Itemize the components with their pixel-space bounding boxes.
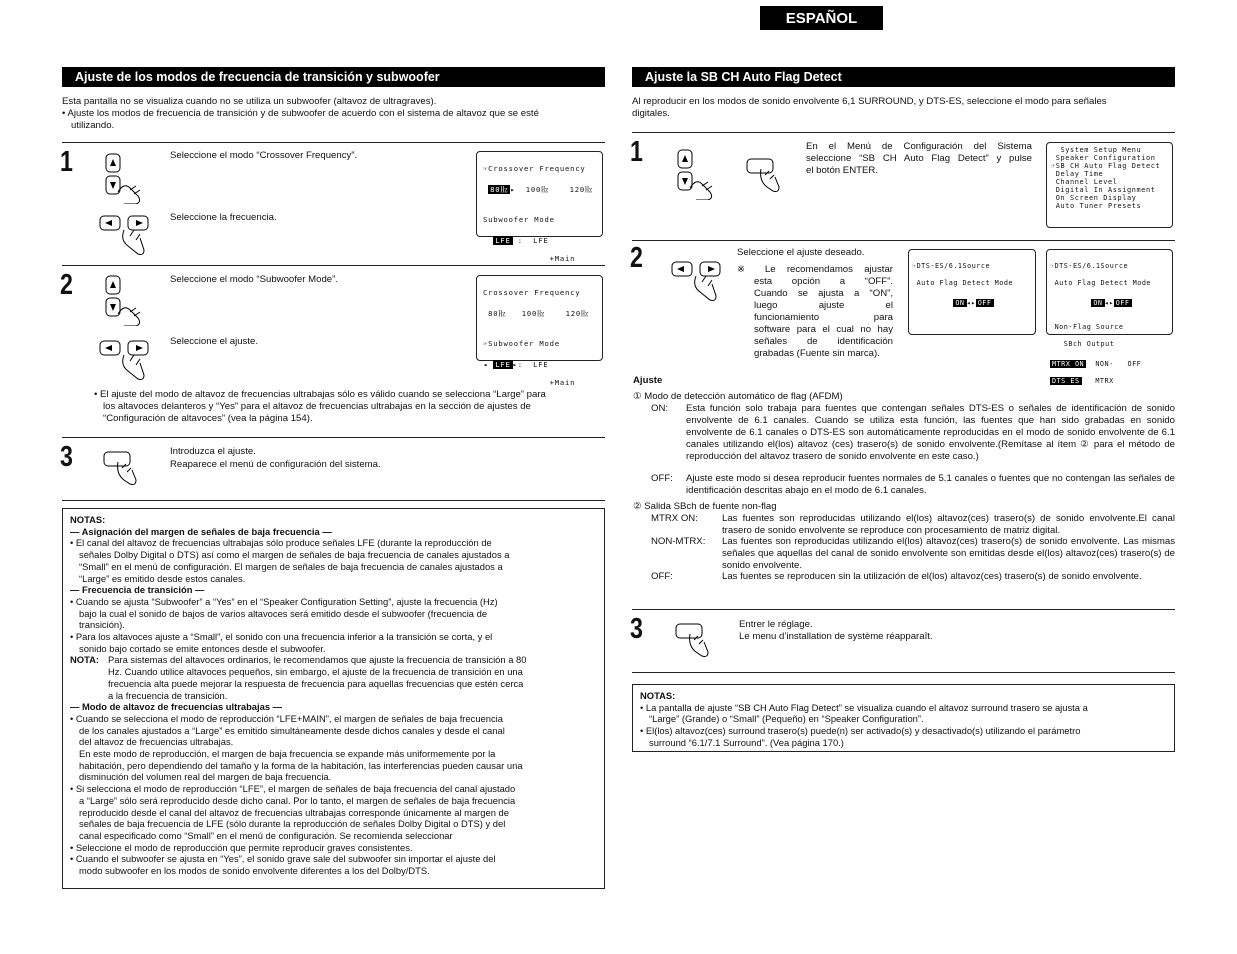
left-right-cursor-icon [98, 212, 156, 258]
ajuste-text: Las fuentes son reproducidas utilizando el(los) altavoz(ces) trasero(s) de sonido envolvente. Las mismas señales que aquellas del canal de sonido envolvente son emitidas desde el(los) altavoz(ces) trasero(s) de sonido envolvente. [722, 536, 1175, 571]
lcd-opt: : LFE [517, 360, 549, 369]
lcd-line: Subwoofer Mode [483, 215, 555, 224]
step-number: 2 [60, 269, 73, 301]
right-step3-instruction-1: Entrer le réglage. [739, 619, 813, 630]
text-line: Para sistemas del altavoces ordinarios, le recomendamos que ajuste la frecuencia de transición a 80 [108, 654, 527, 666]
lcd-line: SBch Output [1050, 339, 1115, 348]
nota-label: NOTA: [70, 654, 99, 666]
text-line: reproducido desde el canal del altavoz de frecuencias ultrabajas corresponde únicamente al margen de [79, 806, 509, 818]
text-line: señales de baja frecuencia de LFE (sólo durante la reproducción de señales Dolby Digital o DTS) y del [79, 818, 506, 830]
divider [632, 672, 1175, 673]
lcd-auto-flag-screen-2: ☞DTS-ES/6.1Source Auto Flag Detect Mode ON ◂▸ OFF Non-Flag Source SBch Output MTRX ON NON- OFF DTS ES MTRX [1046, 249, 1173, 335]
note-line: los altavoces delanteros y “Yes” para el altavoz de frecuencias ultrabajas en la sección de ajustes de [103, 401, 531, 412]
lcd-off: OFF [1115, 298, 1130, 307]
left-intro-line2: • Ajuste los modos de frecuencia de transición y de subwoofer de acuerdo con el sistema de altavoz que se esté [62, 108, 539, 119]
ajuste-mtrx-on [651, 513, 1175, 537]
text-line: “Large” (Grande) o “Small” (Pequeño) en “Speaker Configuration”. [649, 713, 924, 725]
text-line: ☞SB CH Auto Flag Detect [1051, 162, 1161, 170]
step-number: 1 [630, 136, 643, 168]
text-line: ※ Le recomendamos ajustar [737, 264, 893, 275]
text-line: bajo la cual el sonido de bajos de varios altavoces será emitido desde el subwoofer (frecuencia de [79, 607, 488, 619]
text-line: • Para los altavoces ajuste a “Small”, el sonido con una frecuencia inferior a la transición se corta, y el [70, 631, 493, 643]
lcd-line: ☞Subwoofer Mode [483, 339, 560, 348]
enter-button-icon [102, 448, 142, 488]
right-step2-instruction: Seleccione el ajuste deseado. [737, 247, 865, 258]
up-down-cursor-icon [100, 152, 150, 204]
text-line: “Large” es emitido desde estos canales. [79, 572, 246, 584]
text-line: surround “6.1/7.1 Surround”. (Vea página 170.) [649, 736, 844, 748]
note-line: “Configuración de altavoces” (vea la página 154). [103, 413, 313, 424]
ajuste-label: OFF: [651, 473, 673, 484]
step3-instruction-2: Reaparece el menú de configuración del sistema. [170, 459, 381, 470]
language-tab: ESPAÑOL [760, 6, 883, 30]
text-line: luego ajuste el [754, 300, 893, 311]
lcd-line: ☞DTS-ES/6.1Source [1050, 261, 1129, 270]
text-line: Auto Tuner Presets [1051, 202, 1142, 210]
step2-note [94, 389, 604, 425]
divider [62, 437, 605, 438]
lcd-line: Auto Flag Detect Mode [1050, 278, 1152, 287]
text-line: • Cuando se ajusta “Subwoofer” a “Yes” en el “Speaker Configuration Setting”, ajuste la frecuencia (Hz) [70, 595, 498, 607]
enter-button-icon [674, 620, 714, 660]
left-right-cursor-icon [98, 337, 156, 383]
step-number: 1 [60, 146, 73, 178]
lcd-auto-flag-screen-1: ☞DTS-ES/6.1Source Auto Flag Detect Mode ON ◂▸ OFF [908, 249, 1036, 335]
text-line: habitación, pero dependiendo del tamaño y la forma de la habitación, las interferencias pueden causar una [79, 759, 523, 771]
lcd-freq: 100㎐ [521, 309, 546, 318]
ajuste-title: Ajuste [633, 375, 663, 386]
section-title-sbch: Ajuste la SB CH Auto Flag Detect [632, 67, 1175, 87]
lcd-line: NON- OFF [1095, 359, 1142, 368]
right-intro [632, 96, 1177, 120]
lcd-system-setup-menu [1046, 142, 1173, 228]
text-line: En el Menú de Configuración del Sistema [806, 141, 1032, 152]
lcd-opt: : LFE [517, 236, 549, 245]
divider [632, 240, 1175, 241]
step2-instruction-2: Seleccione el ajuste. [170, 336, 258, 347]
lcd-off: OFF [977, 298, 992, 307]
divider [62, 142, 605, 143]
lcd-crossover-screen-1: ☞Crossover Frequency 80㎐ ▸ 100㎐ 120㎐ Subwoofer Mode LFE : LFE +Main [476, 151, 603, 237]
ajuste-text: Esta función solo trabaja para fuentes que contengan señales DTS-ES o señales de identificación de sonido envolvente de 6.1 canales. Cuando se utiliza esta función, las fuentes que han sido grabadas en sonido envolvente de 6.1 canales o DTS-ES son automáticamente reproducidas en el modo de sonido envolvente de 6.1 canales utilizando el(los) altavoz (ces) trasero(s) de sonido envolvente.(Remítase al ítem ② para el método de reproducción del altavoz trasero de sonido envolvente en este caso.) [686, 403, 1175, 462]
nota-text [108, 654, 526, 701]
lcd-line: Non-Flag Source [1054, 322, 1124, 331]
lcd-line: MTRX [1095, 376, 1114, 385]
ajuste-text: Ajuste este modo si desea reproducir fuentes normales de 5.1 canales o fuentes que no contengan las señales de identificación descritas abajo en el modo de 6.1 canales. [686, 473, 1175, 496]
notes-paragraph [70, 713, 597, 877]
lcd-on: ON [1093, 298, 1103, 307]
text-line: señales Dolby Digital o DTS) así como el margen de señales de baja frecuencia de canales ajustados a [79, 549, 510, 561]
text-line: transición). [79, 619, 125, 631]
step1-instruction-1: Seleccione el modo “Crossover Frequency”. [170, 150, 358, 161]
ajuste-label: NON-MTRX: [651, 536, 706, 547]
text-line: Cuando se ajusta a “ON”, [754, 288, 893, 299]
step2-instruction-1: Seleccione el modo “Subwoofer Mode”. [170, 274, 338, 285]
lcd-selected-freq: 80㎐ [490, 185, 509, 194]
text-line: Delay Time [1051, 170, 1104, 178]
ajuste-on [651, 403, 1175, 463]
notes-paragraph [640, 702, 1167, 749]
nota-block [70, 654, 597, 701]
divider [632, 609, 1175, 610]
notes-title: NOTAS: [640, 690, 676, 701]
notes-heading: — Asignación del margen de señales de baja frecuencia — [70, 525, 332, 537]
lcd-line: ☞DTS-ES/6.1Source [912, 261, 991, 270]
step-number: 2 [630, 242, 643, 274]
ajuste-label: OFF: [651, 571, 673, 582]
lcd-line: Crossover Frequency [483, 288, 581, 297]
ajuste-text: Las fuentes se reproducen sin la utilización de el(los) altavoz(ces) trasero(s) de sonido envolvente. [722, 571, 1142, 582]
text-line: sonido bajo cortado se emite entonces desde el subwoofer. [79, 642, 326, 654]
right-step2-recommend [737, 264, 893, 360]
text-line: Channel Level [1051, 178, 1118, 186]
up-down-cursor-icon [672, 148, 722, 200]
ajuste-item2: ② Salida SBch de fuente non-flag [633, 501, 777, 512]
text-line: del altavoz de frecuencias ultrabajas. [79, 736, 234, 748]
lcd-mtrx-on: MTRX ON [1052, 359, 1085, 368]
text-line: esta opción a “OFF”. [754, 276, 893, 287]
notes-paragraph [70, 596, 597, 655]
lcd-freq: 100㎐ [525, 185, 550, 194]
text-line: • Cuando el subwoofer se ajusta en “Yes”, el sonido grave sale del subwoofer sin importar el ajuste del [70, 853, 496, 865]
ajuste-text: Las fuentes son reproducidas utilizando el(los) altavoz(ces) trasero(s) de sonido envolvente.El canal trasero de sonido envolvente se reproduce con procesamiento de matriz digital. [722, 513, 1175, 536]
text-line: System Setup Menu [1051, 146, 1142, 154]
step-number: 3 [630, 613, 643, 645]
text-line: disminución del volumen real del margen de baja frecuencia. [79, 771, 332, 783]
step-number: 3 [60, 441, 73, 473]
divider [62, 265, 605, 266]
ajuste-label: MTRX ON: [651, 513, 698, 524]
section-title-crossover: Ajuste de los modos de frecuencia de transición y subwoofer [62, 67, 605, 87]
ajuste-off2 [651, 571, 1175, 583]
ajuste-non-mtrx [651, 536, 1175, 572]
text-line: • La pantalla de ajuste “SB CH Auto Flag Detect” se visualiza cuando el altavoz surround trasero se ajusta a [640, 701, 1088, 713]
text-line: canal especificado como “Small” en el menú de configuración. Se recomienda seleccionar [79, 829, 453, 841]
right-step1-text [806, 141, 1032, 177]
note-line: • El ajuste del modo de altavoz de frecuencias ultrabajas sólo es válido cuando se selecciona “Large” para [94, 389, 546, 400]
text-line: En este modo de reproducción, el margen de baja frecuencia se expande más uniformemente por la [79, 748, 496, 760]
left-intro-line1: Esta pantalla no se visualiza cuando no se utiliza un subwoofer (altavoz de ultragraves). [62, 96, 437, 107]
lcd-line: Auto Flag Detect Mode [912, 278, 1014, 287]
right-intro-line2: digitales. [632, 108, 670, 119]
text-line: seleccione “SB CH Auto Flag Detect” y pulse [806, 153, 1032, 164]
text-line: On Screen Display [1051, 194, 1137, 202]
notes-box-right [632, 684, 1175, 752]
text-line: frecuencia alta puede mejorar la respuesta de frecuencia para aquellas frecuencias que estén cerca [108, 677, 524, 689]
enter-button-icon [745, 155, 785, 195]
text-line: “Small” en el menú de configuración. El margen de señales de baja frecuencia de canales ajustados a [79, 560, 503, 572]
lcd-freq: 120㎐ [565, 309, 590, 318]
lcd-freq: 80㎐ [488, 309, 507, 318]
up-down-cursor-icon [100, 274, 150, 326]
notes-heading: — Modo de altavoz de frecuencias ultrabajas — [70, 701, 283, 713]
text-line: el botón ENTER. [806, 165, 878, 176]
step3-instruction-1: Introduzca el ajuste. [170, 446, 256, 457]
text-line: • El(los) altavoz(ces) surround trasero(s) puede(n) ser activado(s) y desactivado(s) utilizando el parámetro [640, 725, 1081, 737]
lcd-line: ☞Crossover Frequency [483, 164, 586, 173]
text-line: grabadas (Fuente sin marca). [754, 348, 880, 359]
text-line: de los canales ajustados a “Large” es emitido simultáneamente desde dichos canales y desde el canal [79, 724, 505, 736]
text-line: a la frecuencia de transición. [108, 689, 228, 701]
ajuste-off [651, 473, 1175, 497]
text-line: software para el cual no hay [754, 324, 893, 335]
text-line: a “Large” sólo será reproducido desde dicho canal. Por lo tanto, el margen de señales de baja frecuencia [79, 794, 516, 806]
lcd-lfe: LFE [495, 236, 511, 245]
right-step3-instruction-2: Le menu d’installation de système réapparaît. [739, 631, 933, 642]
step1-instruction-2: Seleccione la frecuencia. [170, 212, 277, 223]
text-line: • Cuando se selecciona el modo de reproducción “LFE+MAIN”, el margen de señales de baja frecuencia [70, 712, 503, 724]
ajuste-label: ON: [651, 403, 669, 414]
text-line: Digital In Assignment [1051, 186, 1156, 194]
left-right-cursor-icon [670, 258, 728, 304]
divider [62, 500, 605, 501]
notes-heading: — Frecuencia de transición — [70, 584, 205, 596]
lcd-dts-es: DTS ES [1052, 376, 1080, 385]
ajuste-item1: ① Modo de detección automático de flag (AFDM) [633, 391, 843, 402]
text-line: señales de identificación [754, 336, 893, 347]
text-line: Speaker Configuration [1051, 154, 1156, 162]
lcd-opt2: +Main [549, 378, 576, 387]
notes-box-left [62, 508, 605, 889]
lcd-crossover-screen-2: Crossover Frequency 80㎐ 100㎐ 120㎐ ☞Subwoofer Mode ◂ LFE ▸: LFE +Main [476, 275, 603, 361]
text-line: funcionamiento para [754, 312, 893, 323]
lcd-lfe: LFE [495, 360, 511, 369]
notes-paragraph [70, 537, 597, 584]
left-intro [62, 96, 605, 132]
text-line: • Si selecciona el modo de reproducción “LFE”, el margen de señales de baja frecuencia del canal ajustado [70, 783, 516, 795]
text-line: Hz. Cuando utilice altavoces pequeños, sin embargo, el ajuste de la frecuencia de transición en una [108, 666, 523, 678]
lcd-on: ON [955, 298, 965, 307]
divider [632, 132, 1175, 133]
text-line: • El canal del altavoz de frecuencias ultrabajas sólo produce señales LFE (durante la reproducción de [70, 537, 492, 549]
left-intro-line3: utilizando. [71, 120, 115, 131]
text-line: modo subwoofer en los modos de sonido envolvente diferentes a los del Dolby/DTS. [79, 865, 430, 877]
notes-title: NOTAS: [70, 514, 106, 525]
text-line: • Seleccione el modo de reproducción que permite reproducir graves consistentes. [70, 841, 413, 853]
right-intro-line1: Al reproducir en los modos de sonido envolvente 6,1 SURROUND, y DTS-ES, seleccione el modo para señales [632, 96, 1107, 107]
lcd-freq: 120㎐ [569, 185, 594, 194]
lcd-opt2: +Main [549, 254, 576, 263]
